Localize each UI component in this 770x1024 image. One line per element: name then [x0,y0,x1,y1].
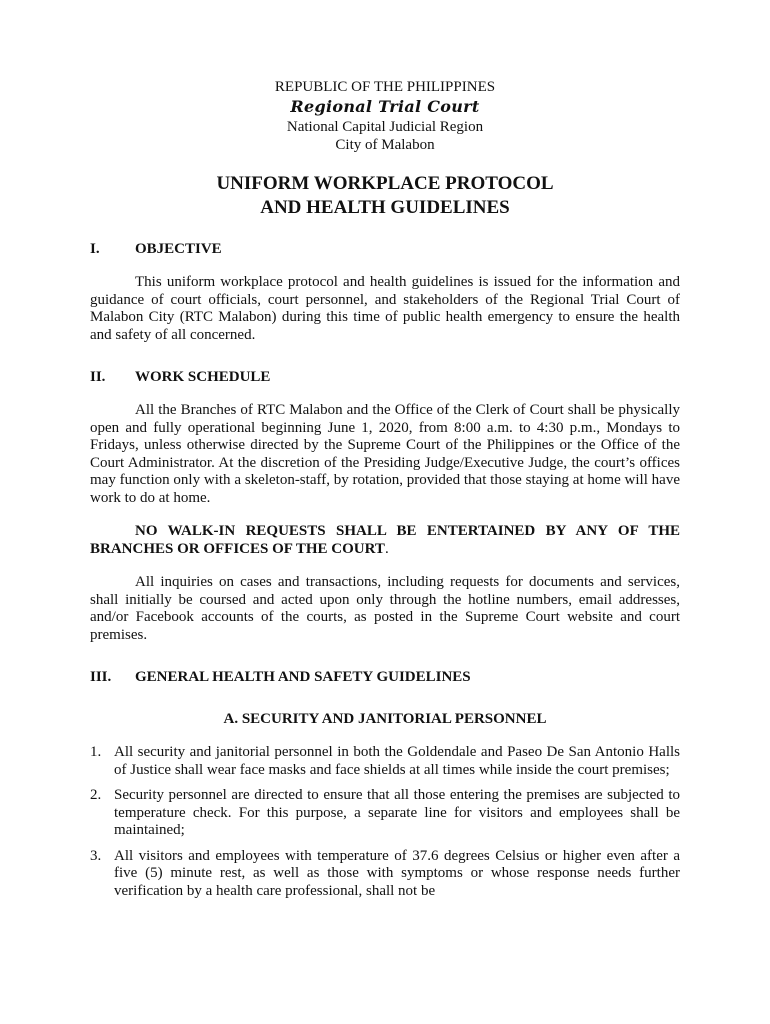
section-heading-work-schedule [90,368,680,386]
objective-paragraph: This uniform workplace protocol and health guidelines is issued for the information and guidance of court officials, court personnel, and stakeholders of the Regional Trial Court of Malabon City (RTC Malabon) during this time of public health emergency to ensure the health and safety of all concerned. [90,274,680,343]
work-schedule-paragraph: All the Branches of RTC Malabon and the Office of the Clerk of Court shall be physically open and fully operational beginning June 1, 2020, from 8:00 a.m. to 4:30 p.m., Mondays to Fridays, unless otherwise directed by the Supreme Court of the Philippines or the Office of the Court Administrator. At the discretion of the Presiding Judge/Executive Judge, the court’s offices may function only with a skeleton-staff, by rotation, provided that those staying at home will have work to do at home. [90,402,680,506]
header-republic: REPUBLIC OF THE PHILIPPINES [274,79,496,95]
list-item-text: All security and janitorial personnel in both the Goldendale and Paseo De San Antonio Halls of Justice shall wear face masks and face shields at all times while inside the court premises; [114,744,680,778]
section-title: WORK SCHEDULE [135,369,271,385]
list-item [90,744,680,779]
document-title [90,172,680,220]
section-heading-health-safety [90,668,680,686]
list-item [90,848,680,901]
header-region: National Capital Judicial Region [286,119,484,135]
no-walk-in-notice [90,523,680,558]
no-walk-in-notice-period: . [384,540,389,557]
no-walk-in-notice-text: NO WALK-IN REQUESTS SHALL BE ENTERTAINED BY ANY OF THE BRANCHES OR OFFICES OF THE COURT [90,523,680,557]
subsection-heading: A. SECURITY AND JANITORIAL PERSONNEL [223,711,547,727]
header-court-name: Regional Trial Court [290,97,480,116]
list-item-text: All visitors and employees with temperature of 37.6 degrees Celsius or higher even after a five (5) minute rest, as well as those with symptoms or whose response needs further verification by a health care professional, shall not be [114,847,680,899]
section-number: II. [90,369,106,385]
document-title-line-2: AND HEALTH GUIDELINES [260,197,510,218]
list-item-number: 3. [90,847,102,864]
list-item-number: 2. [90,787,102,803]
section-title: OBJECTIVE [135,241,222,257]
section-heading-objective [90,240,680,258]
list-item-number: 1. [90,744,102,760]
document-title-line-1: UNIFORM WORKPLACE PROTOCOL [216,173,554,194]
list-item-text: Security personnel are directed to ensure that all those entering the premises are subjected to temperature check. For this purpose, a separate line for visitors and employees shall be maintained; [114,787,680,838]
header-city: City of Malabon [335,137,435,153]
section-number: III. [90,669,112,685]
document-body [90,78,680,900]
section-number: I. [90,241,100,257]
inquiries-paragraph: All inquiries on cases and transactions, including requests for documents and services, shall initially be coursed and acted upon only through the hotline numbers, email addresses, and/or Facebook accounts of the courts, as posted in the Supreme Court website and court premises. [90,574,680,643]
section-title: GENERAL HEALTH AND SAFETY GUIDELINES [135,669,471,685]
list-item [90,787,680,840]
